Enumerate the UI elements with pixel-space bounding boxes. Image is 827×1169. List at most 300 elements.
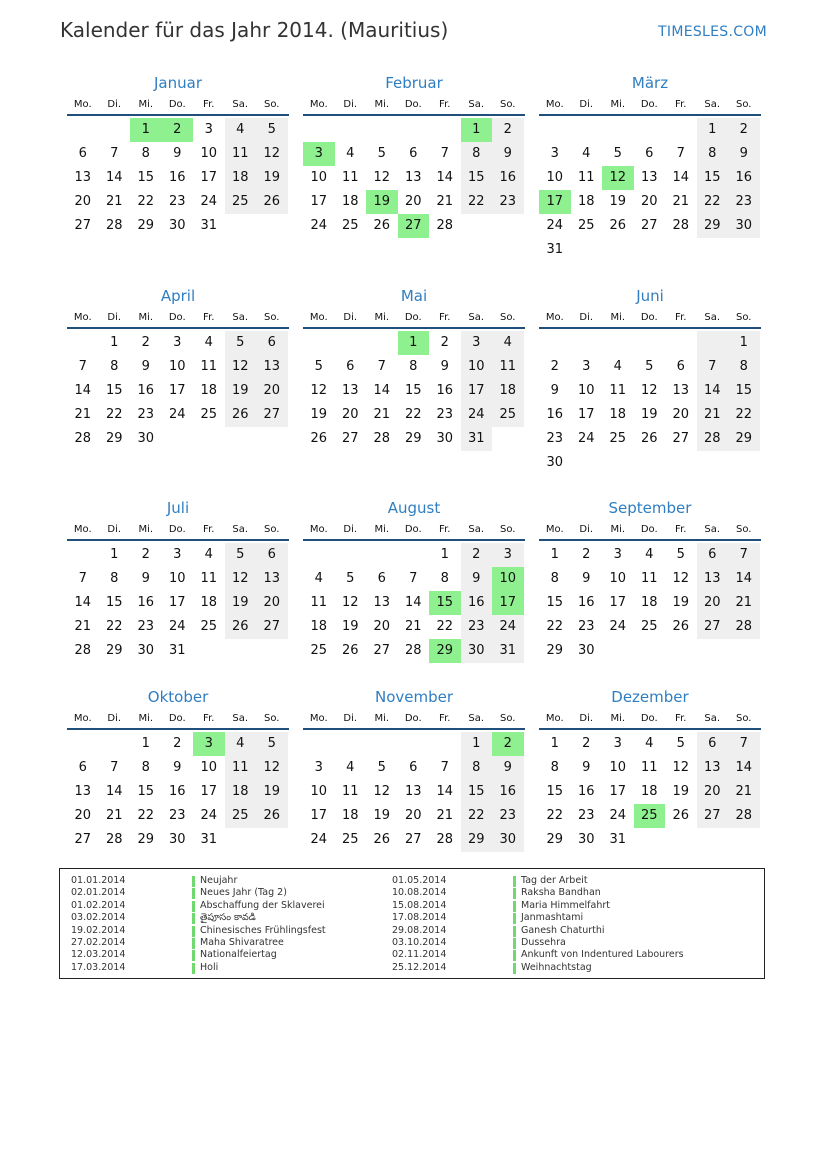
day-cell: 26 <box>609 218 627 233</box>
day-cell: 8 <box>550 760 559 775</box>
day-cell: 12 <box>256 142 288 166</box>
weekday-label: Mo. <box>73 713 92 724</box>
day-cell: 21 <box>697 403 729 427</box>
weekday-label: So. <box>264 713 280 724</box>
day-cell: 23 <box>168 808 186 823</box>
day-cell: 30 <box>168 218 186 233</box>
day-cell: 16 <box>577 784 595 799</box>
day-cell: 16 <box>577 595 595 610</box>
month-6 <box>67 497 289 663</box>
weekday-label: Fr. <box>439 713 451 724</box>
day-cell: 22 <box>697 190 729 214</box>
weekday-label: Do. <box>404 713 422 724</box>
empty-cell <box>303 543 335 567</box>
day-cell: 14 <box>105 170 123 185</box>
day-cell: 30 <box>137 643 155 658</box>
holiday-entry <box>71 887 391 899</box>
day-cell: 29 <box>105 643 123 658</box>
day-cell: 23 <box>137 407 155 422</box>
weekday-header <box>67 710 289 730</box>
day-cell: 2 <box>461 543 493 567</box>
weekday-label: Mi. <box>374 312 390 323</box>
day-cell: 17 <box>609 595 627 610</box>
day-cell: 21 <box>436 194 454 209</box>
month-name: Oktober <box>147 688 209 706</box>
holiday-marker <box>192 913 195 924</box>
day-cell: 13 <box>404 784 422 799</box>
day-cell: 28 <box>373 431 391 446</box>
holiday-entry <box>71 962 391 974</box>
day-cell: 13 <box>697 756 729 780</box>
day-cell: 18 <box>492 379 524 403</box>
day-cell: 16 <box>728 166 760 190</box>
day-cell: 11 <box>200 571 218 586</box>
holiday-date: 29.08.2014 <box>392 924 447 936</box>
day-cell-holiday: 27 <box>398 214 430 238</box>
day-cell: 28 <box>436 218 454 233</box>
day-cell: 15 <box>461 780 493 804</box>
day-cell: 1 <box>461 732 493 756</box>
weekday-label: Mo. <box>545 524 564 535</box>
day-cell: 20 <box>697 780 729 804</box>
holiday-entry <box>71 925 391 937</box>
day-cell: 10 <box>200 146 218 161</box>
day-cell: 26 <box>672 619 690 634</box>
empty-cell <box>67 543 99 567</box>
day-cell: 23 <box>728 190 760 214</box>
day-cell: 13 <box>74 170 92 185</box>
day-cell: 3 <box>173 335 182 350</box>
day-cell: 6 <box>645 146 654 161</box>
day-cell-holiday: 2 <box>162 118 194 142</box>
day-cell: 29 <box>546 643 564 658</box>
day-cell: 5 <box>225 543 257 567</box>
weekday-label: Sa. <box>232 99 249 110</box>
day-cell: 4 <box>314 571 323 586</box>
day-cell-holiday: 10 <box>492 567 524 591</box>
day-cell: 19 <box>341 619 359 634</box>
day-cell: 12 <box>225 355 257 379</box>
weekday-label: Di. <box>107 524 122 535</box>
day-cell: 15 <box>546 784 564 799</box>
day-cell: 11 <box>492 355 524 379</box>
holiday-name: Holi <box>200 961 219 973</box>
month-name: Juli <box>166 499 190 517</box>
weekday-label: Di. <box>107 312 122 323</box>
day-cell: 3 <box>613 736 622 751</box>
day-cell: 19 <box>310 407 328 422</box>
holiday-name: Weihnachtstag <box>521 961 592 973</box>
day-cell: 24 <box>461 403 493 427</box>
day-cell: 25 <box>200 407 218 422</box>
day-cell: 8 <box>141 760 150 775</box>
day-cell: 20 <box>74 194 92 209</box>
day-cell: 21 <box>672 194 690 209</box>
holiday-marker <box>513 876 516 887</box>
month-name: April <box>160 287 196 305</box>
day-cell: 5 <box>225 331 257 355</box>
day-cell: 17 <box>200 784 218 799</box>
weekday-label: Sa. <box>232 312 249 323</box>
day-cell: 29 <box>404 431 422 446</box>
day-cell: 24 <box>168 619 186 634</box>
day-cell: 13 <box>256 567 288 591</box>
day-cell: 8 <box>440 571 449 586</box>
day-cell: 23 <box>492 804 524 828</box>
day-cell: 26 <box>341 643 359 658</box>
holiday-name: Neujahr <box>200 875 238 886</box>
day-cell: 4 <box>225 732 257 756</box>
weekday-label: Sa. <box>704 713 721 724</box>
weekday-label: Mi. <box>610 99 626 110</box>
day-cell: 1 <box>110 335 119 350</box>
holiday-date: 15.08.2014 <box>392 899 447 911</box>
holiday-name: Tag der Arbeit <box>521 875 588 886</box>
day-cell: 14 <box>728 567 760 591</box>
weekday-header <box>67 521 289 541</box>
day-cell: 27 <box>697 615 729 639</box>
empty-cell <box>303 732 335 756</box>
day-cell: 4 <box>645 547 654 562</box>
day-cell: 14 <box>404 595 422 610</box>
day-cell: 31 <box>461 427 493 451</box>
day-cell: 24 <box>200 194 218 209</box>
day-cell: 20 <box>697 591 729 615</box>
day-cell: 26 <box>256 190 288 214</box>
day-cell: 10 <box>168 359 186 374</box>
day-cell: 7 <box>78 359 87 374</box>
day-cell: 30 <box>461 639 493 663</box>
day-cell-holiday: 17 <box>539 190 571 214</box>
holiday-entry <box>71 912 391 924</box>
day-cell: 9 <box>461 567 493 591</box>
day-cell: 2 <box>582 736 591 751</box>
weekday-label: Fr. <box>203 312 215 323</box>
day-grid <box>67 331 289 451</box>
day-cell: 27 <box>640 218 658 233</box>
day-cell: 23 <box>577 619 595 634</box>
day-cell: 19 <box>672 595 690 610</box>
day-cell: 18 <box>577 194 595 209</box>
day-cell: 2 <box>141 335 150 350</box>
month-name: Februar <box>385 74 443 92</box>
day-cell: 7 <box>409 571 418 586</box>
day-cell: 20 <box>341 407 359 422</box>
day-cell: 3 <box>314 760 323 775</box>
weekday-header <box>303 710 525 730</box>
day-cell: 10 <box>168 571 186 586</box>
holiday-date: 02.01.2014 <box>71 887 126 899</box>
day-cell: 6 <box>697 732 729 756</box>
empty-cell <box>398 732 430 756</box>
day-cell: 10 <box>310 784 328 799</box>
day-cell: 10 <box>461 355 493 379</box>
day-cell: 18 <box>200 383 218 398</box>
day-cell-holiday: 1 <box>130 118 162 142</box>
day-grid <box>67 732 289 852</box>
day-cell: 23 <box>461 615 493 639</box>
weekday-label: So. <box>500 713 516 724</box>
empty-cell <box>99 118 131 142</box>
day-cell: 1 <box>440 547 449 562</box>
month-10 <box>303 686 525 852</box>
day-cell-holiday: 29 <box>429 639 461 663</box>
day-cell: 20 <box>404 808 422 823</box>
weekday-label: Di. <box>579 524 594 535</box>
holiday-name: Maha Shivaratree <box>200 937 284 948</box>
day-cell: 13 <box>404 170 422 185</box>
empty-cell <box>665 331 697 355</box>
day-cell: 9 <box>492 142 524 166</box>
month-2 <box>539 72 761 262</box>
day-cell: 9 <box>141 571 150 586</box>
day-cell: 16 <box>436 383 454 398</box>
weekday-label: Sa. <box>232 524 249 535</box>
empty-cell <box>398 543 430 567</box>
weekday-label: Mo. <box>309 312 328 323</box>
day-cell: 17 <box>168 383 186 398</box>
day-cell: 11 <box>341 784 359 799</box>
empty-cell <box>634 331 666 355</box>
day-cell: 5 <box>676 547 685 562</box>
holiday-date: 19.02.2014 <box>71 924 126 936</box>
day-cell: 15 <box>137 170 155 185</box>
day-grid <box>539 118 761 262</box>
day-cell: 30 <box>137 431 155 446</box>
day-cell: 8 <box>110 571 119 586</box>
weekday-label: Fr. <box>203 524 215 535</box>
weekday-label: Mo. <box>73 524 92 535</box>
day-cell: 31 <box>546 242 564 257</box>
holiday-name: Maria Himmelfahrt <box>521 899 610 911</box>
weekday-label: Mo. <box>309 713 328 724</box>
day-cell: 4 <box>582 146 591 161</box>
holiday-date: 10.08.2014 <box>392 887 447 899</box>
day-cell: 4 <box>204 335 213 350</box>
day-cell: 6 <box>78 146 87 161</box>
day-cell: 7 <box>676 146 685 161</box>
holiday-marker <box>192 963 195 974</box>
weekday-label: Sa. <box>468 312 485 323</box>
weekday-label: Mo. <box>309 99 328 110</box>
holiday-name: Raksha Bandhan <box>521 887 601 899</box>
day-cell: 13 <box>640 170 658 185</box>
day-cell: 25 <box>609 431 627 446</box>
month-name: Dezember <box>611 688 689 706</box>
holiday-entry <box>392 937 712 949</box>
day-cell: 25 <box>341 218 359 233</box>
weekday-label: So. <box>500 524 516 535</box>
month-name: März <box>631 74 669 92</box>
site-link[interactable]: TIMESLES.COM <box>658 24 767 40</box>
day-grid <box>303 118 525 238</box>
day-cell: 25 <box>640 619 658 634</box>
holiday-name: Chinesisches Frühlingsfest <box>200 924 326 936</box>
empty-cell <box>67 331 99 355</box>
month-7 <box>303 497 525 663</box>
month-4 <box>303 285 525 451</box>
holiday-name: Ankunft von Indentured Labourers <box>521 949 684 961</box>
day-cell: 13 <box>341 383 359 398</box>
holiday-name: Neues Jahr (Tag 2) <box>200 887 287 899</box>
day-cell: 12 <box>310 383 328 398</box>
holiday-name: Dussehra <box>521 937 566 948</box>
day-cell: 7 <box>697 355 729 379</box>
day-cell: 22 <box>546 808 564 823</box>
empty-cell <box>697 331 729 355</box>
day-cell: 4 <box>492 331 524 355</box>
weekday-label: Mo. <box>73 312 92 323</box>
day-cell: 15 <box>461 166 493 190</box>
day-cell: 17 <box>200 170 218 185</box>
day-cell: 26 <box>225 615 257 639</box>
day-cell: 30 <box>577 832 595 847</box>
day-cell-holiday: 19 <box>366 190 398 214</box>
day-cell: 31 <box>609 832 627 847</box>
month-name: November <box>374 688 454 706</box>
day-cell: 11 <box>225 756 257 780</box>
month-5 <box>539 285 761 475</box>
day-cell: 29 <box>546 832 564 847</box>
weekday-label: Mo. <box>309 524 328 535</box>
day-cell: 6 <box>377 571 386 586</box>
weekday-label: Do. <box>168 524 186 535</box>
holiday-marker <box>513 901 516 912</box>
day-cell: 2 <box>582 547 591 562</box>
day-cell: 30 <box>546 455 564 470</box>
weekday-label: So. <box>264 524 280 535</box>
day-cell: 24 <box>492 615 524 639</box>
month-name: Juni <box>636 287 664 305</box>
day-cell: 7 <box>728 732 760 756</box>
day-cell: 20 <box>256 591 288 615</box>
day-cell: 5 <box>377 760 386 775</box>
day-cell: 27 <box>74 218 92 233</box>
day-cell: 7 <box>728 543 760 567</box>
day-cell: 24 <box>310 218 328 233</box>
weekday-label: Fr. <box>675 99 687 110</box>
empty-cell <box>429 118 461 142</box>
day-cell: 8 <box>550 571 559 586</box>
day-cell: 16 <box>461 591 493 615</box>
day-cell: 1 <box>697 118 729 142</box>
day-cell: 4 <box>645 736 654 751</box>
day-cell: 9 <box>550 383 559 398</box>
day-cell: 26 <box>373 832 391 847</box>
weekday-label: Fr. <box>203 99 215 110</box>
day-cell-holiday: 25 <box>634 804 666 828</box>
day-cell: 11 <box>640 760 658 775</box>
holiday-date: 03.02.2014 <box>71 912 126 924</box>
day-cell: 14 <box>436 170 454 185</box>
weekday-label: Mo. <box>545 99 564 110</box>
day-cell: 28 <box>74 643 92 658</box>
empty-cell <box>335 732 367 756</box>
empty-cell <box>602 118 634 142</box>
day-cell: 22 <box>461 804 493 828</box>
weekday-label: So. <box>736 312 752 323</box>
weekday-label: Sa. <box>468 713 485 724</box>
day-cell: 28 <box>74 431 92 446</box>
holiday-entry <box>392 949 712 961</box>
weekday-label: Di. <box>579 99 594 110</box>
day-cell: 18 <box>640 595 658 610</box>
day-cell: 15 <box>728 379 760 403</box>
day-cell: 27 <box>341 431 359 446</box>
day-cell: 27 <box>373 643 391 658</box>
day-cell: 6 <box>697 543 729 567</box>
weekday-label: So. <box>264 312 280 323</box>
weekday-label: Do. <box>640 99 658 110</box>
day-cell: 27 <box>697 804 729 828</box>
holiday-entry <box>71 937 391 949</box>
day-cell: 13 <box>373 595 391 610</box>
weekday-label: So. <box>500 99 516 110</box>
day-cell: 22 <box>137 194 155 209</box>
weekday-label: Fr. <box>675 713 687 724</box>
weekday-label: Mi. <box>374 524 390 535</box>
day-cell: 15 <box>697 166 729 190</box>
holiday-marker <box>513 888 516 899</box>
weekday-label: Di. <box>107 713 122 724</box>
weekday-label: Fr. <box>203 713 215 724</box>
holiday-marker <box>192 888 195 899</box>
day-cell: 22 <box>105 619 123 634</box>
day-cell: 4 <box>225 118 257 142</box>
day-cell: 30 <box>728 214 760 238</box>
weekday-label: Di. <box>579 312 594 323</box>
day-cell: 31 <box>200 218 218 233</box>
day-cell: 2 <box>550 359 559 374</box>
day-cell: 24 <box>546 218 564 233</box>
holiday-marker <box>192 950 195 961</box>
day-cell-holiday: 17 <box>492 591 524 615</box>
day-cell: 11 <box>577 170 595 185</box>
day-cell: 31 <box>492 639 524 663</box>
day-cell: 25 <box>225 804 257 828</box>
weekday-header <box>539 710 761 730</box>
day-cell: 16 <box>492 780 524 804</box>
day-cell: 9 <box>728 142 760 166</box>
day-cell: 2 <box>440 335 449 350</box>
day-cell: 28 <box>436 832 454 847</box>
empty-cell <box>335 543 367 567</box>
day-grid <box>539 331 761 475</box>
day-cell: 6 <box>676 359 685 374</box>
day-cell: 3 <box>613 547 622 562</box>
empty-cell <box>67 118 99 142</box>
weekday-label: Fr. <box>675 524 687 535</box>
day-cell: 14 <box>373 383 391 398</box>
day-cell: 29 <box>728 427 760 451</box>
day-cell: 25 <box>200 619 218 634</box>
day-cell: 8 <box>110 359 119 374</box>
day-cell: 28 <box>728 804 760 828</box>
holiday-entry <box>71 949 391 961</box>
weekday-label: Mi. <box>138 312 154 323</box>
day-cell: 18 <box>225 166 257 190</box>
day-cell: 18 <box>310 619 328 634</box>
day-cell: 28 <box>404 643 422 658</box>
holiday-entry <box>392 912 712 924</box>
weekday-label: Fr. <box>439 312 451 323</box>
day-cell: 2 <box>141 547 150 562</box>
day-cell: 17 <box>461 379 493 403</box>
day-cell: 30 <box>492 828 524 852</box>
empty-cell <box>366 732 398 756</box>
day-cell: 22 <box>461 190 493 214</box>
day-cell: 13 <box>672 383 690 398</box>
